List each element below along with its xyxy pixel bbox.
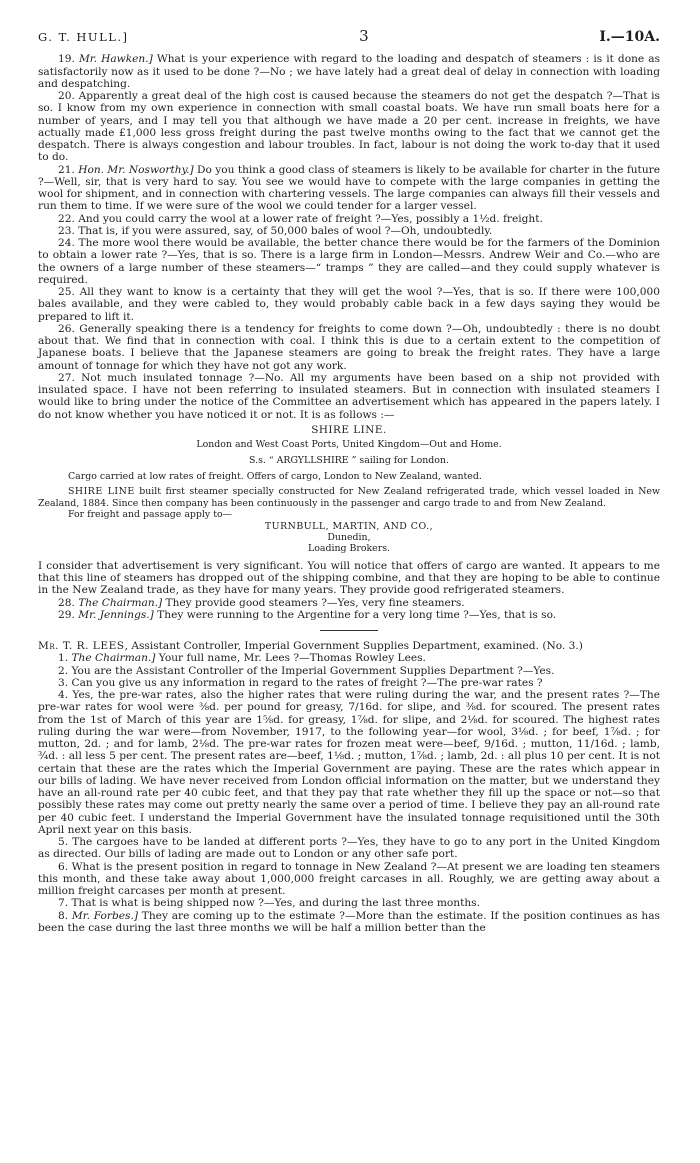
question-paragraph: 4. Yes, the pre-war rates, also the higher rates that were ruling during the war, and the present rates ?—The pre-war rates for wool were ⅜d. per pound for greasy, 7/16d. for slipe, and ⅜d. for scoured. The present rates from the 1st of March of this year are 1⅝d. for greasy, 1⅞d. for slipe, and 2⅛d. for scoured. The highest rates ruling during the war were—from November, 1917, to the following year—for wool, 3⅛d. ; for beef, 1⅞d. ; for mutton, 2d. ; and for lamb, 2⅛d. The pre-war rates for frozen meat were—beef, 9/16d. ; mutton, 11/16d. ; lamb, ¾d. : all less 5 per cent. The present rates are—beef, 1⅛d. ; mutton, 1⅞d. ; lamb, 2d. : all plus 10 per cent. It is not certain that these are the rates which the Imperial Government are paying. These are the rates which appear in our bills of lading. We have never received from London official information on the matter, but we understand they have an all-round rate per 40 cubic feet, and that they pay that rate whether they fill up the space or not—so that possibly these rates may come out pretty nearly the same over a period of time. I believe they pay an all-round rate per 40 cubic feet. I understand the Imperial Government have the insulated tonnage requisitioned until the 30th April next year on this basis. xyxy=(38,689,660,836)
question-paragraph: 8. Mr. Forbes.] They are coming up to the estimate ?—More than the estimate. If the position continues as has been the case during the last three months we will be half a million better than the xyxy=(38,909,660,934)
ad-apply: For freight and passage apply to— xyxy=(68,509,232,521)
question-paragraph: 23. That is, if you were assured, say, of 50,000 bales of wool ?—Oh, undoubtedly. xyxy=(58,224,493,237)
question-paragraph: 1. The Chairman.] Your full name, Mr. Lees ?—Thomas Rowley Lees. xyxy=(58,652,426,665)
question-paragraph: 7. That is what is being shipped now ?—Yes, and during the last three months. xyxy=(58,897,480,910)
question-paragraph: 19. Mr. Hawken.] What is your experience with regard to the loading and despatch of steamers : is it done as satisfactorily now as it used to be done ?—No ; we have lately had a great deal of delay in connection with loading and despatching. xyxy=(38,53,661,90)
question-paragraph: 26. Generally speaking there is a tendency for freights to come down ?—Oh, undoubtedly : there is no doubt about that. We find that in connection with coal. I think this is due to a certain extent to the competition of Japanese boats. I believe that the Japanese steamers are going to break the freight rates. They have a large amount of tonnage for which they have not got any work. xyxy=(38,322,660,372)
ad-agent-city: Dunedin, xyxy=(327,531,371,543)
ad-cargo: Cargo carried at low rates of freight. Offers of cargo, London to New Zealand, wanted. xyxy=(68,470,482,482)
question-paragraph: 29. Mr. Jennings.] They were running to the Argentine for a very long time ?—Yes, that is so. xyxy=(58,608,557,621)
ad-sailing: S.s. “ ARGYLLSHIRE ” sailing for London. xyxy=(249,454,449,466)
ad-route: London and West Coast Ports, United Kingdom—Out and Home. xyxy=(196,439,502,451)
ad-title: SHIRE LINE. xyxy=(311,423,387,436)
question-paragraph: 24. The more wool there would be available, the better chance there would be for the farmers of the Dominion to obtain a lower rate ?—Yes, that is so. There is a large firm in London—Messrs. Andrew Weir and Co.—who are the owners of a large number of these steamers—“ tramps ” they are called—and they could supply whatever is required. xyxy=(38,237,660,286)
question-paragraph: 25. All they want to know is a certainty that they will get the wool ?—Yes, that is so. If there were 100,000 bales available, and they were cabled to, they would probably cable back in a few days saying they would be prepared to lift it. xyxy=(38,286,660,323)
question-paragraph: 20. Apparently a great deal of the high cost is caused because the steamers do not get the despatch ?—That is so. I know from my own experience in connection with small coastal boats. We have run small boats here for a number of years, and I may tell you that although we have made a 20 per cent. increase in freights, we have actually made £1,000 less gross freight during the past twelve months owing to the fact that we cannot get the despatch. There is always congestion and labour troubles. In fact, labour is not doing the work to-day that it used to do. xyxy=(38,90,660,164)
question-paragraph: 6. What is the present position in regard to tonnage in New Zealand ?—At present we are loading ten steamers this month, and these take away about 1,000,000 freight carcases in all. Roughly, we are getting away about a million freight carcases per month at present. xyxy=(38,860,660,898)
ad-agent-name: TURNBULL, MARTIN, AND CO., xyxy=(264,520,434,532)
question-paragraph: 3. Can you give us any information in regard to the rates of freight ?—The pre-war rates ? xyxy=(58,676,543,689)
question-paragraph: 2. You are the Assistant Controller of the Imperial Government Supplies Department ?—Yes. xyxy=(58,664,555,677)
witness-intro: Mr. T. R. LEES, Assistant Controller, Imperial Government Supplies Department, examined. (No. 3.) xyxy=(38,640,583,653)
question-paragraph: 22. And you could carry the wool at a lower rate of freight ?—Yes, possibly a 1½d. freight. xyxy=(58,212,543,225)
shire-line-advertisement xyxy=(38,425,660,554)
question-paragraph: 27. Not much insulated tonnage ?—No. All my arguments have been based on a ship not provided with insulated space. I have not been referring to insulated steamers. But in connection with insulated steamers I would like to bring under the notice of the Committee an advertisement which has appeared in the papers lately. I do not know whether you have noticed it or not. It is as follows :— xyxy=(38,371,660,421)
page-number: 3 xyxy=(359,27,369,45)
after-ad-paragraph: I consider that advertisement is very significant. You will notice that offers of cargo are wanted. It appears to me that this line of steamers has dropped out of the shipping combine, and that they are hoping to be able to continue in the New Zealand trade, as they have for many years. They provide good refrigerated steamers. xyxy=(38,559,660,597)
evidence-section-top xyxy=(38,53,660,421)
question-paragraph: 5. The cargoes have to be landed at different ports ?—Yes, they have to go to any port in the United Kingdom as directed. Our bills of lading are made out to London or any other safe port. xyxy=(38,836,660,861)
running-head-author: G. T. HULL.] xyxy=(38,30,129,44)
evidence-section-bottom xyxy=(38,652,660,934)
page-header xyxy=(38,27,660,45)
ad-history: SHIRE LINE built first steamer specially constructed for New Zealand refrigerated trade, which vessel loaded in New Zealand, 1884. Since then company has been continuously in the passenger and cargo trade to and from New Zealand. xyxy=(38,486,660,509)
section-divider xyxy=(320,630,378,631)
parliamentary-paper-ref: I.—10A. xyxy=(599,29,660,45)
question-paragraph: 28. The Chairman.] They provide good steamers ?—Yes, very fine steamers. xyxy=(58,596,465,609)
ad-agent-role: Loading Brokers. xyxy=(308,542,390,554)
question-paragraph: 21. Hon. Mr. Nosworthy.] Do you think a good class of steamers is likely to be available for charter in the future ?—Well, sir, that is very hard to say. You see we would have to compete with the large companies in getting the wool for shipment, and in connection with chartering vessels. The large companies can always fill their vessels and run them to time. If we were sure of the wool we could tender for a larger vessel. xyxy=(38,163,660,213)
evidence-section-mid xyxy=(38,597,660,622)
